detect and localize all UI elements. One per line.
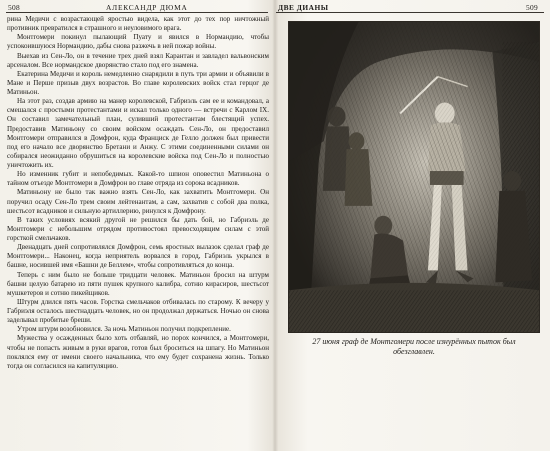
header-rule-left xyxy=(6,12,268,13)
paragraph: рина Медичи с возрастающей яростью видела, как этот до тех пор ничтожный противник превратился в страшного и неуловимого врага. xyxy=(7,15,269,33)
running-title-left: АЛЕКСАНДР ДЮМА xyxy=(106,3,188,12)
running-title-right: ДВЕ ДИАНЫ xyxy=(278,3,329,12)
paragraph: Матиньону не было так важно взять Сен-Ло, как захватить Монтгомери. Он поручил осаду Сен-Ло трем своим лейтенантам, а сам, захватив с собой два полка, шестьсот всадников и сильную артиллерию, ринулся к Домфрону. xyxy=(7,188,269,215)
paragraph: Екатерина Медичи и король немедленно снарядили в путь три армии и объявили в Мане и Перше призыв двух возрастов. Во главе королевских войск стал герцог де Матиньон. xyxy=(7,69,269,96)
page-number-right: 509 xyxy=(526,3,538,12)
paragraph: На этот раз, создав армию на манер королевской, Габриэль сам ее и командовал, а смешался с простыми протестантами и искал только одного — встречи с Карлом IX. Он составил замечательный план, суливший протестантам блестящий успех. Предоставив Матиньону со своим войском осаждать Сен-Ло, он предоставил Монтгомери отправился в Домфрон, куда Франциск де Гелло должен был привести под его начало все дворянство Бретани и Анжу. С этими соединенными силами он собирался неожиданно обрушиться на королевские войска под Сен-Ло и полностью уничтожить их. xyxy=(7,97,269,169)
paragraph: Мужества у осажденных было хоть отбавляй, но порох кончился, а Монтгомери, чтобы не попасть живым в руки врагов, готов был броситься на шпагу. Но Матиньон поклялся ему от имени своего начальника, что ему будет сохранена жизнь. Только тогда он согласился на капитуляцию. xyxy=(7,334,269,370)
paragraph: Выехав из Сен-Ло, он в течение трех дней взял Карантан и завладел вальвонским арсеналом. Все нормандское дворянство стало под его знамена. xyxy=(7,51,269,69)
paragraph: Монтгомери покинул пылающий Пуату и явился в Нормандию, чтобы успокоившуюся Нормандию, дабы снова разжечь в ней пожар войны. xyxy=(7,33,269,51)
right-page xyxy=(276,0,550,451)
paragraph: Штурм длился пять часов. Горстка смельчаков отбивалась по старому. К вечеру у Габриэля осталось шестнадцать человек, но он продолжал держаться. Ночью он снова заделывал пробитые бреши. xyxy=(7,297,269,325)
paragraph: Утром штурм возобновился. За ночь Матиньон получил подкрепление. xyxy=(17,325,231,334)
paragraph: Теперь с ним было не больше тридцати человек. Матиньон бросил на штурм башни целую батарею из пяти пушек крупного калибра, сотню кирасиров, шестьсот мушкетеров и сотню пикейщиков. xyxy=(7,270,269,297)
left-page xyxy=(0,0,274,451)
page-number-left: 508 xyxy=(8,3,20,12)
paragraph: Двенадцать дней сопротивлялся Домфрон, семь яростных вылазок сделал граф де Монтгомери... Наконец, когда неприятель ворвался в город, Габриэль укрылся в башне, носившей имя «Башни де Беллем», чтобы сопротивляться до конца. xyxy=(7,243,269,270)
paragraph: В таких условиях всякий другой не решился бы дать бой, но Габриэль де Монтгомери с небольшим отрядом противостоял превосходящим силам с этой горсткой смельчаков. xyxy=(7,215,269,242)
illustration-caption: 27 июня граф де Монтгомери после изнурённых пыток был обезглавлен. xyxy=(312,337,516,356)
header-rule-right xyxy=(276,12,544,13)
body-text xyxy=(7,15,269,371)
paragraph: Но изменник губит и непобедимых. Какой-то шпион оповестил Матиньона о тайном отъезде Монтгомери в Домфрон во главе отряда из сорока всадников. xyxy=(7,170,269,188)
engraving-image xyxy=(289,22,539,332)
engraving-illustration xyxy=(288,21,540,333)
